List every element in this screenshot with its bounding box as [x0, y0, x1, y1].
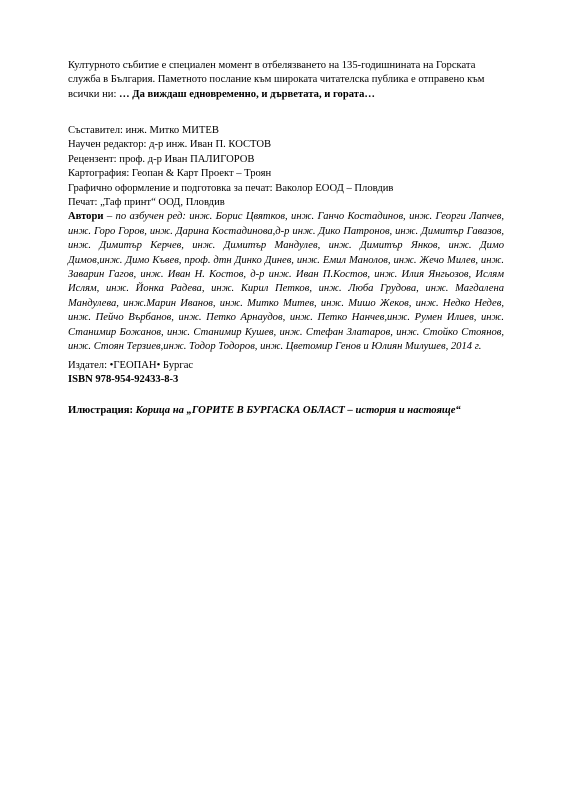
- authors-label: Автори: [68, 211, 104, 223]
- publisher-line: Издател: •ГЕОПАН• Бургас: [68, 360, 194, 371]
- credits-section: [68, 124, 504, 355]
- intro-text: Културното събитие е специален момент в отбелязването на 135-годишнината на Горската служба в България. Паметното послание към широката читателска публика е отправено към всички ни:: [68, 60, 485, 100]
- print-line: Печат: „Таф принт“ ООД, Пловдив: [68, 197, 225, 209]
- isbn-line: ISBN 978-954-92433-8-3: [68, 374, 179, 386]
- design-line: Графично оформление и подготовка за печат: Ваколор ЕООД – Пловдив: [68, 182, 394, 194]
- intro-quote: … Да виждаш едновременно, и дърветата, и гората…: [119, 88, 375, 100]
- compiler-line: Съставител: инж. Митко МИТЕВ: [68, 125, 219, 136]
- cartography-line: Картография: Геопан & Карт Проект – Троян: [68, 168, 272, 180]
- reviewer-line: Рецензент: проф. д-р Иван ПАЛИГОРОВ: [68, 153, 255, 165]
- illustration-label: Илюстрация: [68, 405, 130, 416]
- illustration-colon: :: [129, 405, 136, 416]
- publisher-section: [68, 359, 504, 388]
- authors-list: – по азбучен ред: инж. Борис Цвятков, инж. Ганчо Костадинов, инж. Георги Лапчев, инж. Горо Горов, инж. Дарина Костадинова,д-р инж. Дико Патронов, инж. Димитър Гавазов, инж. Димитър Керчев, инж. Димитър Мандулев, инж. Димитър Янков, инж. Димо Димов,инж. Димо Къвев, проф. дтн Динко Динев, инж. Емил Манолов, инж. Жечо Милев, инж. Заварин Гагов, инж. Иван Н. Костов, д-р инж. Иван П.Костов, инж. Илия Янгьозов, Ислям Ислям, инж. Йонка Радева, инж. Кирил Петков, инж. Люба Грудова, инж. Магдалена Мандулева, инж.Марин Иванов, инж. Митко Митев, инж. Мишо Жеков, инж. Недко Недев, инж. Пейчо Върбанов, инж. Петко Арнаудов, инж. Петко Нанчев,инж. Румен Илиев, инж. Станимир Божанов, инж. Станимир Кушев, инж. Стефан Златаров, инж. Стойко Стоянов, инж. Стоян Терзиев,инж. Тодор Тодоров, инж. Цветомир Генов и Юлиян Милушев, 2014 г.: [68, 211, 504, 353]
- authors-paragraph: [68, 210, 504, 354]
- illustration-caption: [68, 404, 504, 418]
- illustration-text: Корица на „ГОРИТЕ В БУРГАСКА ОБЛАСТ – история и настояще“: [135, 405, 461, 416]
- scientific-editor-line: Научен редактор: д-р инж. Иван П. КОСТОВ: [68, 139, 272, 151]
- intro-paragraph: [68, 59, 504, 102]
